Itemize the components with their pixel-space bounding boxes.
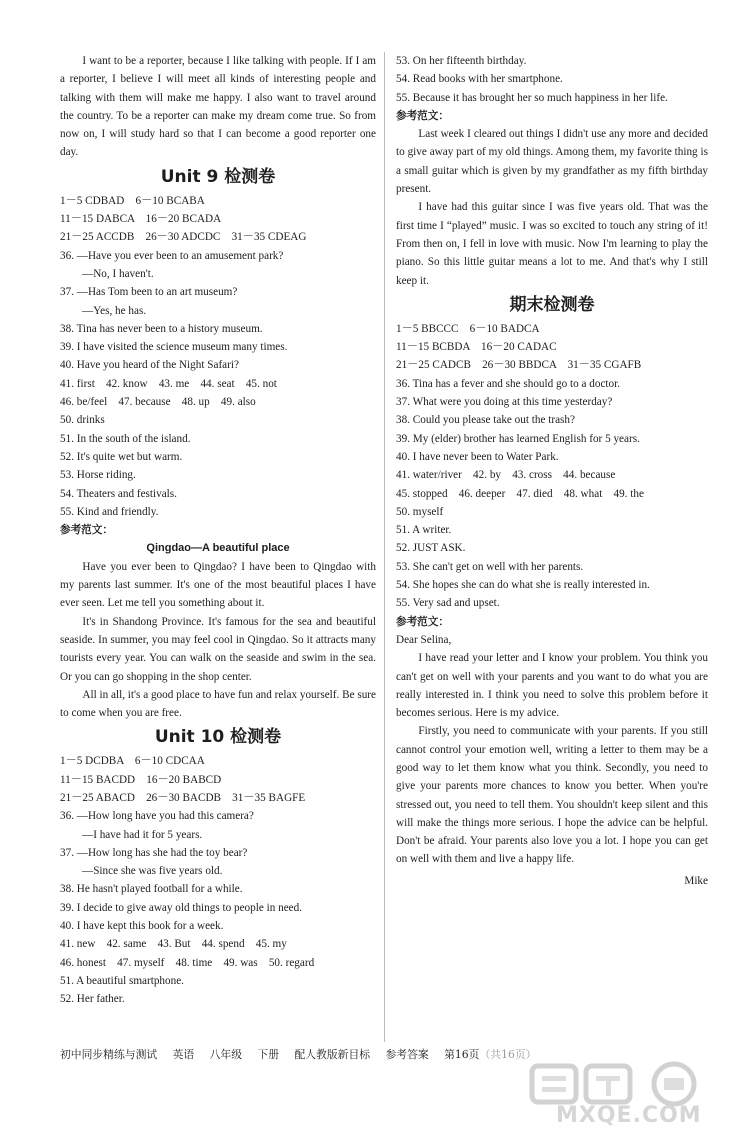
answer-line: 50. myself <box>396 505 444 518</box>
answer-line: 52. It's quite wet but warm. <box>60 450 183 463</box>
column-divider <box>384 52 385 1042</box>
unit9-title: Unit 9 检测卷 <box>160 166 276 187</box>
answer-line: —Since she was five years old. <box>82 865 223 878</box>
essay-paragraph: All in all, it's a good place to have fun and relax yourself. Be sure to come when you are free. <box>60 688 376 720</box>
answer-line: 11－15 BCBDA 16－20 CADAC <box>396 341 557 354</box>
right-column <box>396 52 708 890</box>
answer-line: 53. She can't get on well with her parents. <box>396 560 584 573</box>
footer-section: 参考答案 <box>385 1048 429 1061</box>
intro-essay-paragraph: I want to be a reporter, because I like talking with people. If I am a reporter, I believe I will meet all kinds of interesting people and talking with them will make me happy. I also want to travel around the country. To be a reporter can make my dream come true. So from now on, I will study hard so that I can become a good reporter one day. <box>60 55 376 159</box>
answer-line: 37. —How long has she had the toy bear? <box>60 846 248 859</box>
answer-line: 51. A writer. <box>396 524 452 537</box>
answer-line: 51. In the south of the island. <box>60 432 191 445</box>
essay-paragraph: I have had this guitar since I was five years old. That was the first time I “played” music. I was so excited to touch any string of it! From then on, I fell in love with music. Now I'm learning to play the piano. So this little guitar means a lot to me. And that's why I still keep it. <box>396 201 708 287</box>
letter-signature: Mike <box>684 874 708 887</box>
answer-line: —Yes, he has. <box>82 304 147 317</box>
answer-line: 36. —How long have you had this camera? <box>60 810 254 823</box>
answer-line: 38. He hasn't played football for a while. <box>60 883 243 896</box>
answer-line: 36. —Have you ever been to an amusement park? <box>60 249 284 262</box>
footer-book-title: 初中同步精练与测试 <box>60 1048 158 1061</box>
reference-essay-label: 参考范文： <box>396 615 449 628</box>
essay-paragraph: Last week I cleared out things I didn't use any more and decided to give away part of my old things. Among them, my favorite thing is a small guitar which is given by my grandfather as my fifth birthday present. <box>396 128 708 196</box>
answer-line: 37. What were you doing at this time yesterday? <box>396 396 613 409</box>
answer-line: 53. On her fifteenth birthday. <box>396 55 527 67</box>
answer-line: 36. Tina has a fever and she should go to a doctor. <box>396 377 621 390</box>
answer-line: 40. Have you heard of the Night Safari? <box>60 359 239 372</box>
footer-volume: 下册 <box>257 1048 280 1061</box>
letter-salutation: Dear Selina, <box>396 633 452 646</box>
footer-edition: 配人教版新目标 <box>294 1048 371 1061</box>
answer-line: 38. Tina has never been to a history museum. <box>60 322 263 335</box>
essay-paragraph: It's in Shandong Province. It's famous for the sea and beautiful seaside. In summer, you may feel cool in Qingdao. So it attracts many tourists every year. You can walk on the seaside and swim in the sea. Or you can go shopping in the shop center. <box>60 615 376 683</box>
answer-line: 51. A beautiful smartphone. <box>60 974 184 987</box>
reference-essay-label: 参考范文： <box>396 109 449 122</box>
answer-line: 11－15 BACDD 16－20 BABCD <box>60 773 222 786</box>
answer-line: 41. water/river 42. by 43. cross 44. because <box>396 469 616 482</box>
essay-title: Qingdao—A beautiful place <box>146 542 290 555</box>
answer-line: 45. stopped 46. deeper 47. died 48. what 49. the <box>396 487 644 500</box>
letter-paragraph: I have read your letter and I know your problem. You think you can't get on well with your parents and you want to do what you are really interested in. I think you need to solve this problem before it becomes serious. Here is my advice. <box>396 652 708 720</box>
reference-essay-label: 参考范文： <box>60 524 113 537</box>
answer-line: 46. honest 47. myself 48. time 49. was 50. regard <box>60 956 315 969</box>
answer-line: 55. Very sad and upset. <box>396 597 500 610</box>
answer-line: 53. Horse riding. <box>60 469 136 482</box>
answer-line: 1－5 DCDBA 6－10 CDCAA <box>60 755 205 768</box>
unit10-title: Unit 10 检测卷 <box>154 727 282 748</box>
footer-subject: 英语 <box>172 1048 195 1061</box>
left-column <box>60 52 376 1009</box>
answer-line: 39. I decide to give away old things to people in need. <box>60 901 303 914</box>
answer-line: 54. She hopes she can do what she is really interested in. <box>396 579 650 592</box>
answer-line: 52. Her father. <box>60 993 125 1006</box>
answer-line: 39. My (elder) brother has learned English for 5 years. <box>396 432 640 445</box>
answer-line: 11－15 DABCA 16－20 BCADA <box>60 213 222 226</box>
answer-line: 54. Read books with her smartphone. <box>396 73 563 86</box>
answer-line: 41. new 42. same 43. But 44. spend 45. my <box>60 938 287 951</box>
answer-line: 39. I have visited the science museum many times. <box>60 341 288 354</box>
answer-line: 55. Kind and friendly. <box>60 505 159 518</box>
final-exam-answers <box>396 320 708 613</box>
unit10-answers <box>60 752 376 1008</box>
footer-grade: 八年级 <box>209 1048 243 1061</box>
answer-line: 21－25 ACCDB 26－30 ADCDC 31－35 CDEAG <box>60 231 307 244</box>
answer-line: 41. first 42. know 43. me 44. seat 45. not <box>60 377 277 390</box>
answer-line: 21－25 ABACD 26－30 BACDB 31－35 BAGFE <box>60 791 306 804</box>
answer-line: 38. Could you please take out the trash? <box>396 414 575 427</box>
letter-paragraph: Firstly, you need to communicate with your parents. If you still cannot control your emotion well, writing a letter to them may be a good way to let them know what you think. Secondly, you need to give your parents more chances to know you better. When you're stressed out, you need to tell them. You shouldn't keep silent and this will make the things more serious. I hope the advice can be helpful. Don't be afraid. Your parents also love you a lot. I hope you can get on well with them and live a happy life. <box>396 725 708 866</box>
answer-line: 55. Because it has brought her so much happiness in her life. <box>396 91 668 104</box>
answer-line: 54. Theaters and festivals. <box>60 487 177 500</box>
answer-line: 21－25 CADCB 26－30 BBDCA 31－35 CGAFB <box>396 359 642 372</box>
footer-page-number: 第16页 <box>444 1048 480 1061</box>
essay-paragraph: Have you ever been to Qingdao? I have been to Qingdao with my parents last summer. It's one of the most beautiful places I have ever seen. Let me tell you something about it. <box>60 560 376 610</box>
answer-line: —No, I haven't. <box>82 267 154 280</box>
answer-line: 50. drinks <box>60 414 105 427</box>
answer-line: 46. be/feel 47. because 48. up 49. also <box>60 396 256 409</box>
answer-line: 40. I have kept this book for a week. <box>60 920 224 933</box>
answer-line: 37. —Has Tom been to an art museum? <box>60 286 238 299</box>
footer-page-total: （共16页） <box>479 1048 537 1061</box>
unit9-answers <box>60 192 376 521</box>
answer-line: 40. I have never been to Water Park. <box>396 450 559 463</box>
answer-line: 52. JUST ASK. <box>396 542 466 555</box>
answer-line: 1－5 BBCCC 6－10 BADCA <box>396 322 540 335</box>
watermark-text: MXQE.COM <box>556 1103 702 1128</box>
final-exam-title: 期末检测卷 <box>509 294 595 315</box>
answer-line: —I have had it for 5 years. <box>82 828 203 841</box>
answer-line: 1－5 CDBAD 6－10 BCABA <box>60 194 205 207</box>
